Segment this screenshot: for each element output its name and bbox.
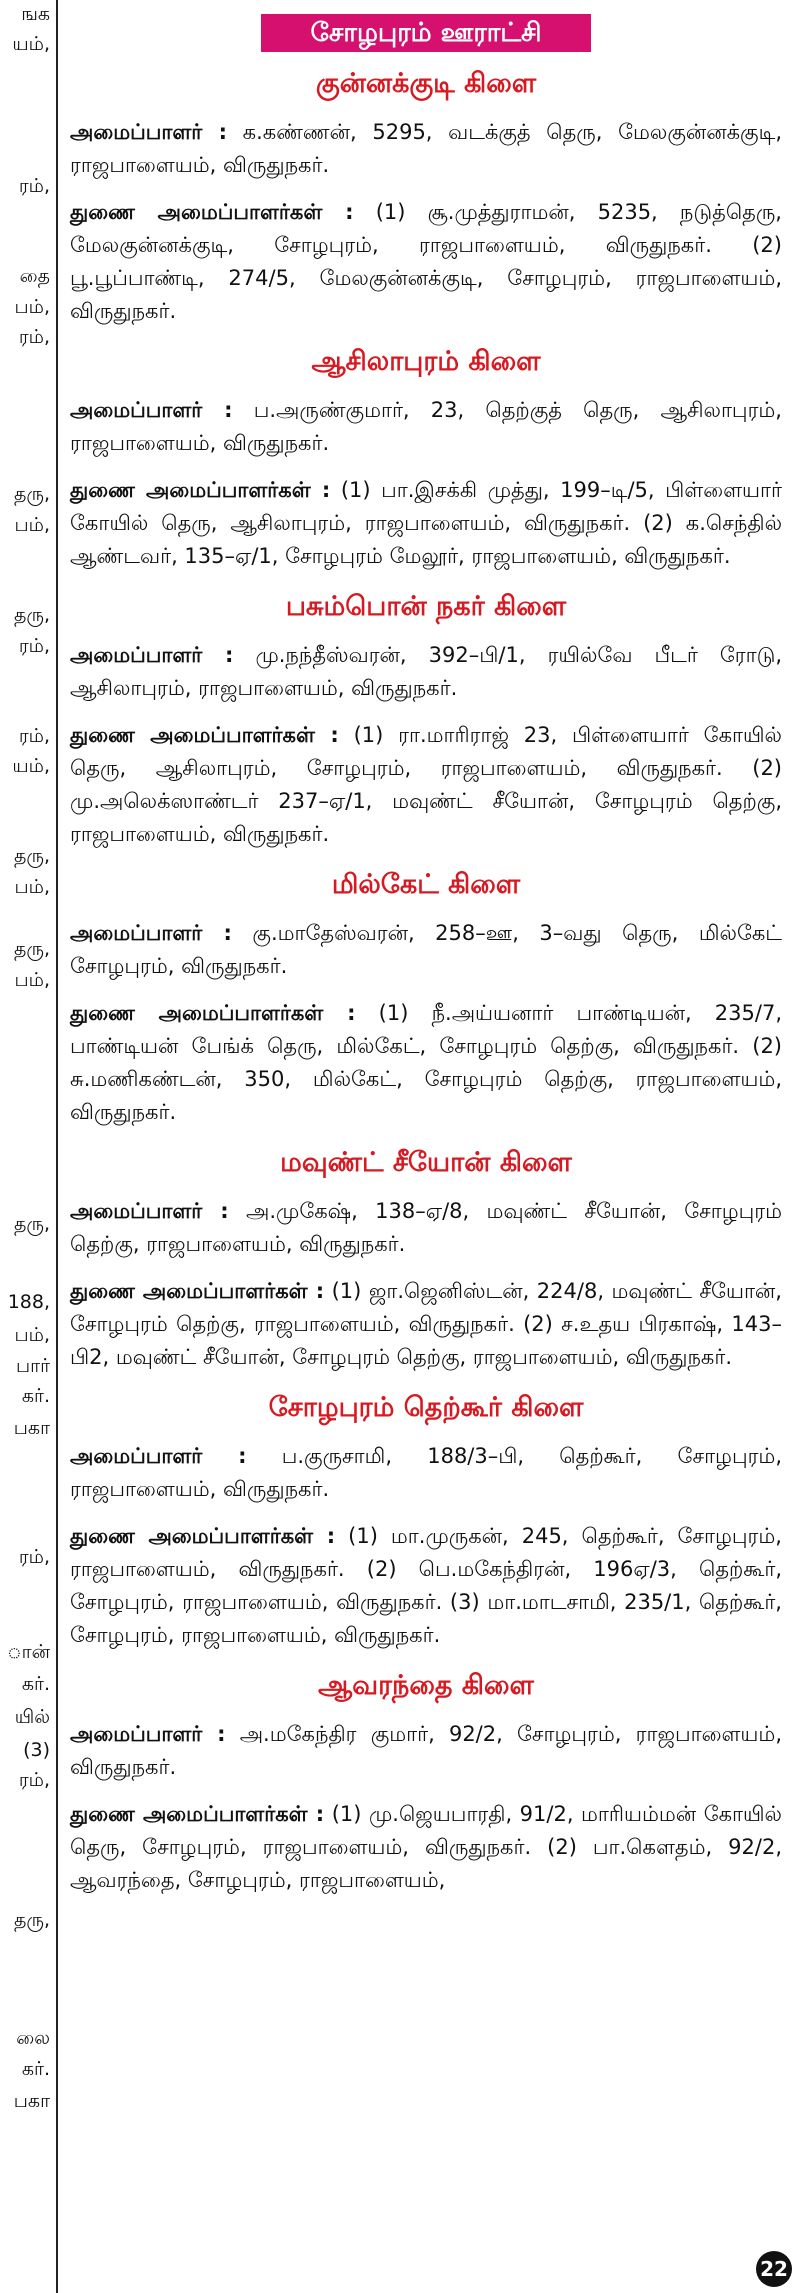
deputy-label: துணை அமைப்பாளர்கள் : bbox=[70, 1279, 325, 1303]
previous-column-fragments bbox=[0, 0, 58, 2293]
fragment: ரம், bbox=[18, 175, 50, 197]
deputy-details: (1) ரா.மாரிராஜ் 23, பிள்ளையார் கோயில் தெரு, ஆசிலாபுரம், சோழபுரம், ராஜபாளையம், விருதுநகர். (2) மு.அலெக்ஸாண்டர் 237–ஏ/1, மவுண்ட் சீயோன், சோழபுரம் தெற்கு, ராஜபாளையம், விருதுநகர். bbox=[70, 723, 782, 846]
organizer-label: அமைப்பாளர் : bbox=[70, 120, 227, 144]
fragment: ரம், bbox=[18, 326, 50, 348]
fragment: தரு, bbox=[13, 1909, 50, 1931]
branch-heading: ஆவரந்தை கிளை bbox=[318, 1670, 534, 1701]
deputy-label: துணை அமைப்பாளர்கள் : bbox=[70, 200, 354, 224]
fragment: தரு, bbox=[13, 604, 50, 626]
organizer-paragraph bbox=[70, 1195, 782, 1261]
branch-section bbox=[70, 865, 782, 1129]
deputy-label: துணை அமைப்பாளர்கள் : bbox=[70, 478, 331, 502]
fragment: ரம், bbox=[18, 1546, 50, 1568]
deputy-details: (1) மா.முருகன், 245, தெற்கூர், சோழபுரம், ராஜபாளையம், விருதுநகர். (2) பெ.மகேந்திரன், 196ஏ/3, தெற்கூர், சோழபுரம், ராஜபாளையம், விருதுநகர். (3) மா.மாடசாமி, 235/1, தெற்கூர், சோழபுரம், ராஜபாளையம், விருதுநகர். bbox=[70, 1524, 782, 1647]
branch-section bbox=[70, 1143, 782, 1374]
fragment: தரு, bbox=[13, 1213, 50, 1235]
organizer-details: ப.குருசாமி, 188/3–பி, தெற்கூர், சோழபுரம், ராஜபாளையம், விருதுநகர். bbox=[70, 1444, 782, 1501]
organizer-details: மு.நந்தீஸ்வரன், 392–பி/1, ரயில்வே பீடர் ரோடு, ஆசிலாபுரம், ராஜபாளையம், விருதுநகர். bbox=[70, 643, 783, 700]
organizer-paragraph bbox=[70, 639, 782, 705]
fragment: ரம், bbox=[18, 725, 50, 747]
deputy-details: (1) பா.இசக்கி முத்து, 199–டி/5, பிள்ளையார் கோயில் தெரு, ஆசிலாபுரம், ராஜபாளையம், விருதுநகர். (2) க.செந்தில் ஆண்டவர், 135–ஏ/1, சோழபுரம் மேலூர், ராஜபாளையம், விருதுநகர். bbox=[70, 478, 783, 568]
fragment: பகா bbox=[13, 2090, 50, 2112]
branch-section bbox=[70, 587, 782, 851]
organizer-label: அமைப்பாளர் : bbox=[70, 921, 232, 945]
organizer-paragraph bbox=[70, 1440, 782, 1506]
fragment: கர். bbox=[21, 2058, 50, 2080]
organizer-paragraph bbox=[70, 1718, 782, 1784]
deputy-paragraph bbox=[70, 1798, 782, 1897]
branch-section bbox=[70, 342, 782, 573]
fragment: ான் bbox=[7, 1641, 50, 1663]
deputy-label: துணை அமைப்பாளர்கள் : bbox=[70, 723, 339, 747]
deputy-paragraph bbox=[70, 474, 782, 573]
fragment: 188, bbox=[7, 1291, 50, 1313]
fragment: யம், bbox=[12, 33, 50, 55]
fragment: ஙக bbox=[21, 3, 50, 25]
fragment: கர். bbox=[21, 1673, 50, 1695]
fragment: லை bbox=[16, 2027, 50, 2049]
organizer-details: அ.மகேந்திர குமார், 92/2, சோழபுரம், ராஜபாளையம், விருதுநகர். bbox=[70, 1722, 782, 1779]
page-number-badge: 22 bbox=[756, 2251, 792, 2287]
fragment: பம், bbox=[14, 969, 50, 991]
deputy-paragraph bbox=[70, 1275, 782, 1374]
fragment: பம், bbox=[14, 1324, 50, 1346]
fragment: ரம், bbox=[18, 1769, 50, 1791]
branch-heading: சோழபுரம் தெற்கூர் கிளை bbox=[268, 1392, 584, 1423]
organizer-label: அமைப்பாளர் : bbox=[70, 1722, 226, 1746]
branch-section bbox=[70, 1388, 782, 1652]
deputy-label: துணை அமைப்பாளர்கள் : bbox=[70, 1802, 325, 1826]
deputy-label: துணை அமைப்பாளர்கள் : bbox=[70, 1001, 356, 1025]
fragment: பகா bbox=[13, 1417, 50, 1439]
branch-section bbox=[70, 1666, 782, 1897]
fragment: பம், bbox=[14, 296, 50, 318]
organizer-label: அமைப்பாளர் : bbox=[70, 643, 234, 667]
organizer-details: ப.அருண்குமார், 23, தெற்குத் தெரு, ஆசிலாபுரம், ராஜபாளையம், விருதுநகர். bbox=[70, 398, 782, 455]
deputy-label: துணை அமைப்பாளர்கள் : bbox=[70, 1524, 336, 1548]
main-column bbox=[70, 14, 782, 1911]
fragment: கர். bbox=[21, 1385, 50, 1407]
fragment: ரம், bbox=[18, 635, 50, 657]
branch-heading: குன்னக்குடி கிளை bbox=[315, 68, 537, 99]
fragment: பம், bbox=[14, 514, 50, 536]
panchayat-banner: சோழபுரம் ஊராட்சி bbox=[261, 14, 591, 52]
fragment: பம், bbox=[14, 876, 50, 898]
organizer-paragraph bbox=[70, 917, 782, 983]
branch-heading: மவுண்ட் சீயோன் கிளை bbox=[280, 1147, 572, 1178]
fragment: யில் bbox=[14, 1706, 50, 1728]
deputy-paragraph bbox=[70, 719, 782, 851]
organizer-paragraph bbox=[70, 116, 782, 182]
fragment: தரு, bbox=[13, 483, 50, 505]
organizer-label: அமைப்பாளர் : bbox=[70, 1199, 229, 1223]
deputy-details: (1) ஜா.ஜெனிஸ்டன், 224/8, மவுண்ட் சீயோன், சோழபுரம் தெற்கு, ராஜபாளையம், விருதுநகர். (2) ச.உதய பிரகாஷ், 143–பி2, மவுண்ட் சீயோன், சோழபுரம் தெற்கு, ராஜபாளையம், விருதுநகர். bbox=[70, 1279, 782, 1369]
fragment: பார் bbox=[16, 1355, 50, 1377]
fragment: தரு, bbox=[13, 845, 50, 867]
fragment: (3) bbox=[23, 1739, 50, 1761]
organizer-details: அ.முகேஷ், 138–ஏ/8, மவுண்ட் சீயோன், சோழபுரம் தெற்கு, ராஜபாளையம், விருதுநகர். bbox=[70, 1199, 782, 1256]
fragment: தரு, bbox=[13, 938, 50, 960]
branch-heading: ஆசிலாபுரம் கிளை bbox=[311, 346, 541, 377]
organizer-details: கு.மாதேஸ்வரன், 258–ஊ, 3–வது தெரு, மில்கேட் சோழபுரம், விருதுநகர். bbox=[70, 921, 782, 978]
branch-heading: பசும்பொன் நகர் கிளை bbox=[285, 591, 567, 622]
branch-heading: மில்கேட் கிளை bbox=[331, 869, 521, 900]
organizer-label: அமைப்பாளர் : bbox=[70, 1444, 247, 1468]
deputy-details: (1) சூ.முத்துராமன், 5235, நடுத்தெரு, மேலகுன்னக்குடி, சோழபுரம், ராஜபாளையம், விருதுநகர். (2) பூ.பூப்பாண்டி, 274/5, மேலகுன்னக்குடி, சோழபுரம், ராஜபாளையம், விருதுநகர். bbox=[70, 200, 782, 323]
organizer-details: க.கண்ணன், 5295, வடக்குத் தெரு, மேலகுன்னக்குடி, ராஜபாளையம், விருதுநகர். bbox=[70, 120, 782, 177]
fragment: தை bbox=[19, 265, 50, 287]
deputy-paragraph bbox=[70, 196, 782, 328]
deputy-details: (1) நீ.அய்யனார் பாண்டியன், 235/7, பாண்டியன் பேங்க் தெரு, மில்கேட், சோழபுரம் தெற்கு, விருதுநகர். (2) சு.மணிகண்டன், 350, மில்கேட், சோழபுரம் தெற்கு, ராஜபாளையம், விருதுநகர். bbox=[70, 1001, 782, 1124]
branch-section bbox=[70, 64, 782, 328]
organizer-label: அமைப்பாளர் : bbox=[70, 398, 233, 422]
fragment: யம், bbox=[12, 755, 50, 777]
deputy-paragraph bbox=[70, 1520, 782, 1652]
deputy-details: (1) மு.ஜெயபாரதி, 91/2, மாரியம்மன் கோயில் தெரு, சோழபுரம், ராஜபாளையம், விருதுநகர். (2) பா.கௌதம், 92/2, ஆவரந்தை, சோழபுரம், ராஜபாளையம், bbox=[70, 1802, 782, 1892]
organizer-paragraph bbox=[70, 394, 782, 460]
deputy-paragraph bbox=[70, 997, 782, 1129]
